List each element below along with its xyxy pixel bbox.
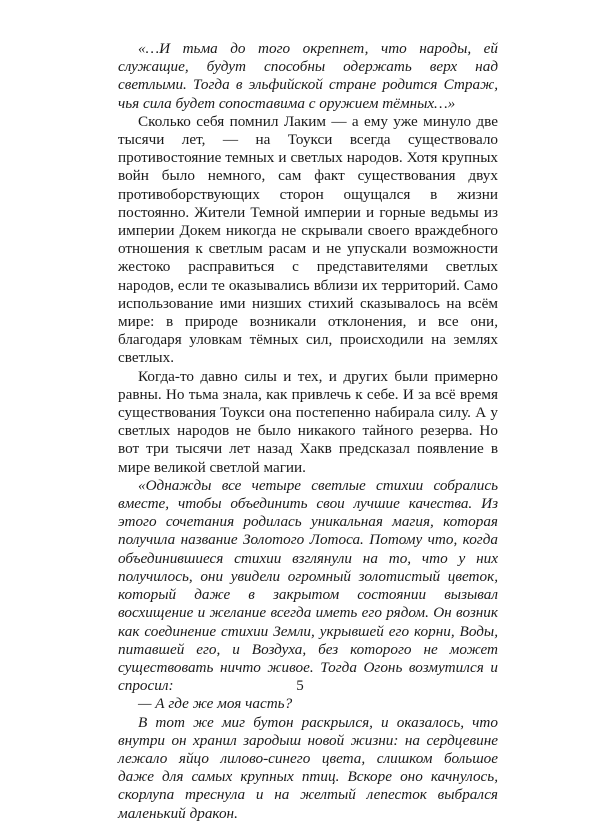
legend-paragraph-lotus: «Однажды все четыре светлые стихии собрались вместе, чтобы объединить свои лучшие качества. Из этого сочетания родилась уникальная магия, которая получила название Золотого Лотоса. Потому что, когда объединившиеся стихии взглянули на то, что у них получилось, они увидели огромный золотистый цветок, который даже в закрытом состоянии вызывал восхищение и желание всегда иметь его рядом. Он возник как соединение стихии Земли, укрывшей его корни, Воды, питавшей его, и Воздуха, без которого не может существовать ничто живое. Тогда Огонь возмутился и спросил:: [118, 476, 498, 695]
legend-dialogue-line: — А где же моя часть?: [138, 695, 293, 713]
body-paragraph-lakim: Сколько себя помнил Лаким — а ему уже минуло две тысячи лет, — на Тоукси всегда существовало противостояние темных и светлых народов. Хотя крупных войн было немного, сам факт существования двух противоборствующих сторон ощущался в жизни постоянно. Жители Темной империи и горные ведьмы из империи Докем никогда не скрывали своего враждебного отношения к светлым расам и не упускали возможности жестоко расправиться с представителями светлых народов, если те оказывались вблизи их территорий. Само использование ими низших стихий сказывалось на всём мире: в природе возникали отклонения, и все они, благодаря уловкам тёмных сил, происходили на землях светлых.: [118, 112, 498, 367]
page-number: 5: [296, 678, 304, 694]
prophecy-quote-paragraph: «…И тьма до того окрепнет, что народы, ей служащие, будут способны одержать верх над светлыми. Тогда в эльфийской стране родится Страж, чья сила будет сопоставима с оружием тёмных…»: [118, 40, 498, 112]
legend-paragraph-dragon: В тот же миг бутон раскрылся, и оказалось, что внутри он хранил зародыш новой жизни: на сердцевине лежало яйцо лилово-синего цвета, слишком большое даже для самых крупных птиц. Вскоре оно качнулось, скорлупа треснула и на желтый лепесток выбрался маленький дракон.: [118, 713, 498, 822]
page-body-text: [118, 40, 498, 823]
body-paragraph-forces: Когда-то давно силы и тех, и других были примерно равны. Но тьма знала, как привлечь к себе. И за всё время существования Тоукси она постепенно набирала силу. А у светлых народов не было никакого тайного резерва. Но вот три тысячи лет назад Хакв предсказал появление в мире великой светлой магии.: [118, 367, 498, 476]
